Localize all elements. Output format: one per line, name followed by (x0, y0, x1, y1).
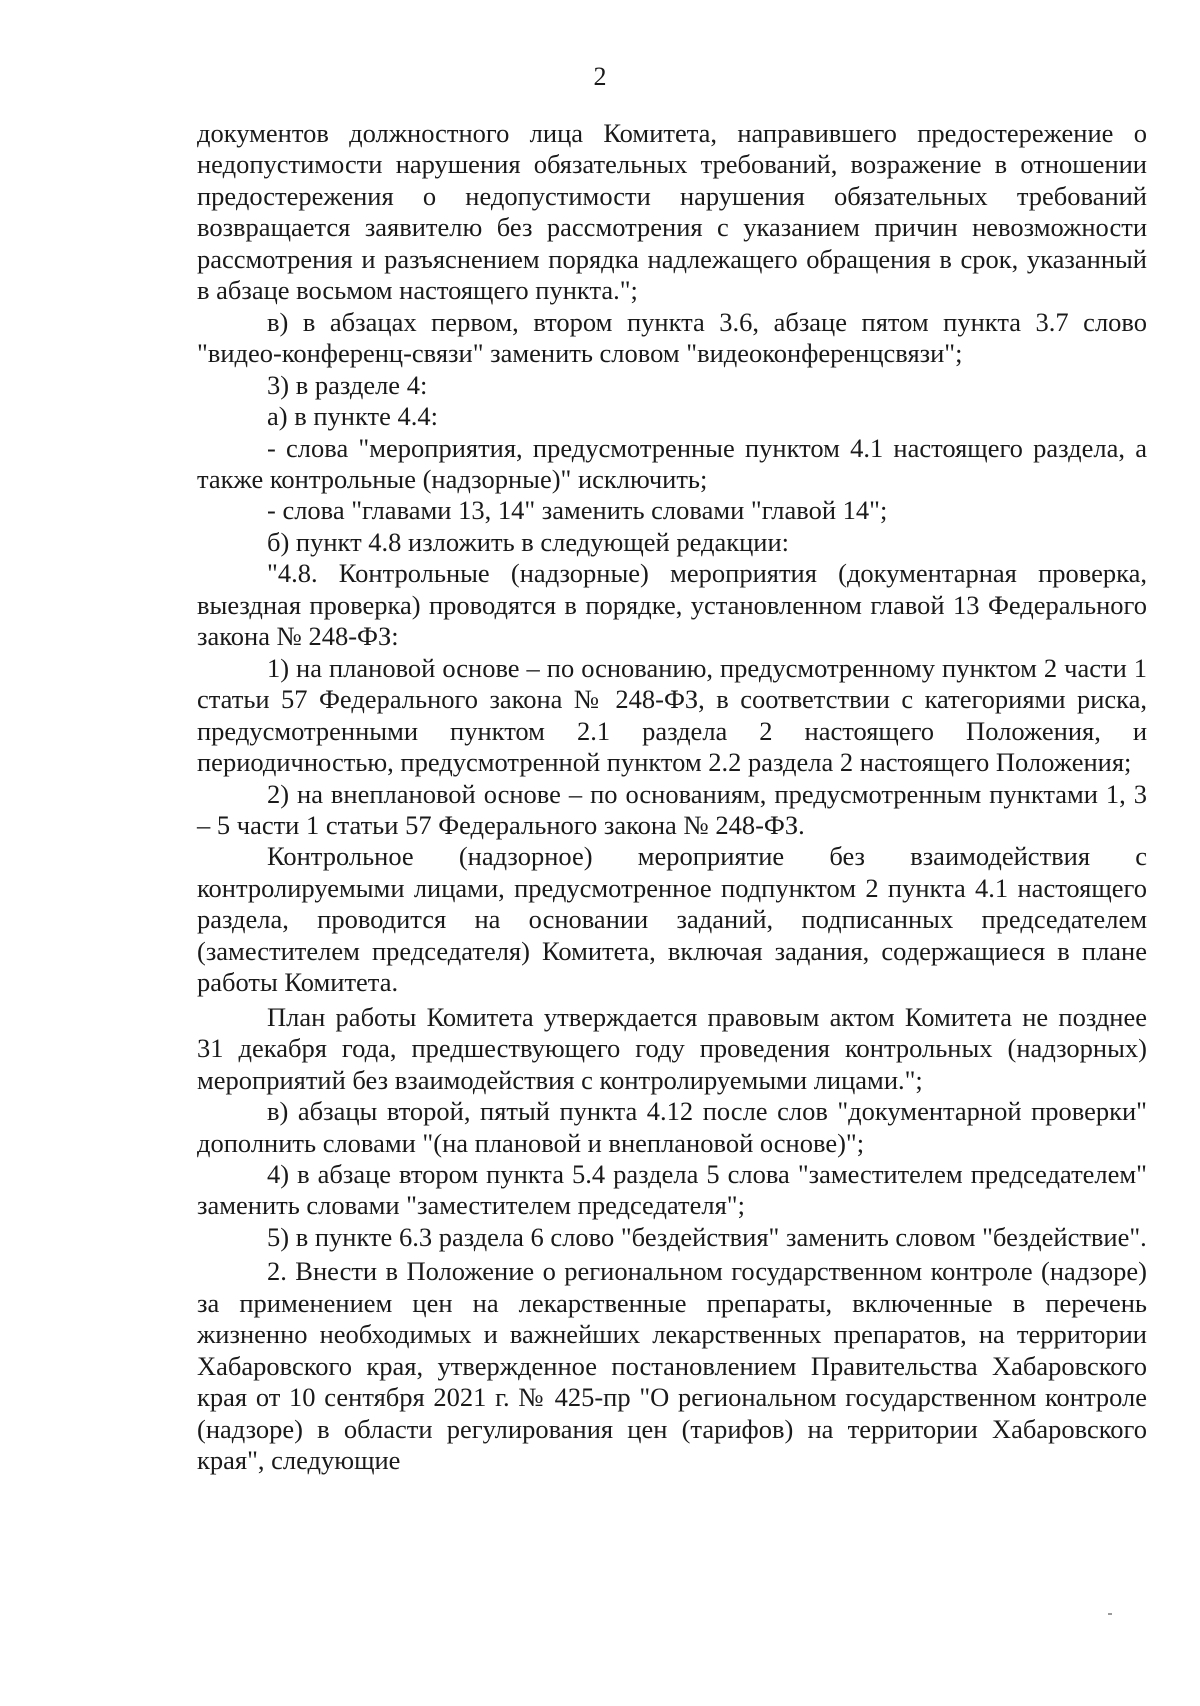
paragraph-item-b: б) пункт 4.8 изложить в следующей редакции: (267, 526, 790, 557)
paragraph-control-measure: Контрольное (надзорное) мероприятие без взаимодействия с контролируемыми лицами, предусмотренное подпунктом 2 пункта 4.1 настоящего раздела, проводится на основании заданий, подписанных председателем (заместителем председателя) Комитета, включая задания, содержащиеся в плане работы Комитета. (197, 841, 1147, 998)
paragraph-item-4: 4) в абзаце втором пункта 5.4 раздела 5 слова "заместителем председателем" заменить словами "заместителем председателя"; (197, 1158, 1147, 1221)
document-body (197, 118, 1147, 1476)
paragraph-continuation: документов должностного лица Комитета, направившего предостережение о недопустимости нарушения обязательных требований, возражение в отношении предостережения о недопустимости нарушения обязательных требований возвращается заявителю без рассмотрения с указанием причин невозможности рассмотрения и разъяснением порядка надлежащего обращения в срок, указанный в абзаце восьмом настоящего пункта."; (197, 118, 1147, 306)
paragraph-work-plan: План работы Комитета утверждается правовым актом Комитета не позднее 31 декабря года, предшествующего году проведения контрольных (надзорных) мероприятий без взаимодействия с контролируемыми лицами."; (197, 1001, 1147, 1095)
paragraph-dash-1: - слова "мероприятия, предусмотренные пунктом 4.1 настоящего раздела, а также контрольные (надзорные)" исключить; (197, 432, 1147, 494)
page-number: 2 (593, 62, 607, 91)
paragraph-item-3: 3) в разделе 4: (267, 369, 428, 400)
paragraph-planned-basis: 1) на плановой основе – по основанию, предусмотренному пунктом 2 части 1 статьи 57 Федерального закона № 248-ФЗ, в соответствии с категориями риска, предусмотренными пунктом 2.1 раздела 2 настоящего Положения, и периодичностью, предусмотренной пунктом 2.2 раздела 2 настоящего Положения; (197, 652, 1147, 778)
paragraph-section-2: 2. Внести в Положение о региональном государственном контроле (надзоре) за применением цен на лекарственные препараты, включенные в перечень жизненно необходимых и важнейших лекарственных препаратов, на территории Хабаровского края, утвержденное постановлением Правительства Хабаровского края от 10 сентября 2021 г. № 425-пр "О региональном государственном контроле (надзоре) в области регулирования цен (тарифов) на территории Хабаровского края", следующие (197, 1256, 1147, 1476)
paragraph-unplanned-basis: 2) на внеплановой основе – по основаниям, предусмотренным пунктами 1, 3 – 5 части 1 статьи 57 Федерального закона № 248-ФЗ. (197, 778, 1147, 840)
paragraph-item-v: в) в абзацах первом, втором пункта 3.6, абзаце пятом пункта 3.7 слово "видео-конференц-связи" заменить словом "видеоконференцсвязи"; (197, 306, 1147, 369)
paragraph-item-a: а) в пункте 4.4: (267, 401, 438, 432)
paragraph-dash-2: - слова "главами 13, 14" заменить словами "главой 14"; (267, 495, 888, 526)
paragraph-item-5: 5) в пункте 6.3 раздела 6 слово "бездействия" заменить словом "бездействие". (267, 1221, 1147, 1252)
scan-speck (1108, 1613, 1112, 1615)
paragraph-clause-4-8: "4.8. Контрольные (надзорные) мероприятия (документарная проверка, выездная проверка) проводятся в порядке, установленном главой 13 Федерального закона № 248-ФЗ: (197, 558, 1147, 652)
paragraph-item-v-4-12: в) абзацы второй, пятый пункта 4.12 после слов "документарной проверки" дополнить словами "(на плановой и внеплановой основе)"; (197, 1096, 1147, 1158)
